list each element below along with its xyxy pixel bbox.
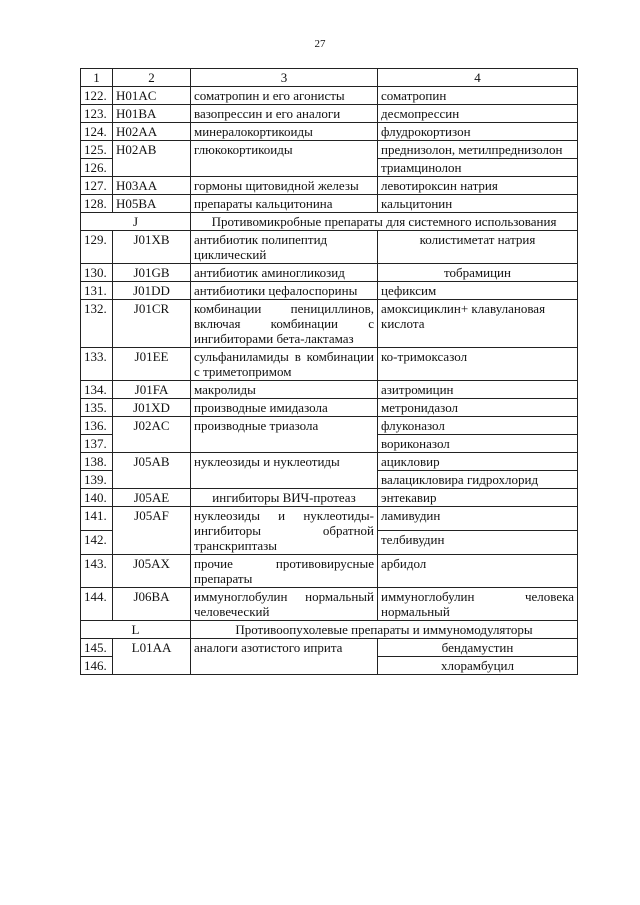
- drug-classification-table: [80, 68, 578, 675]
- atc-code: J01XD: [113, 399, 191, 417]
- header-row: [81, 69, 578, 87]
- drug-group: макролиды: [191, 381, 378, 399]
- drug-name: арбидол: [378, 555, 578, 588]
- drug-name: соматропин: [378, 87, 578, 105]
- table-row: [81, 282, 578, 300]
- row-number: 137.: [81, 435, 113, 453]
- table-row: [81, 381, 578, 399]
- row-number: 131.: [81, 282, 113, 300]
- drug-name: валацикловира гидрохлорид: [378, 471, 578, 489]
- drug-name: хлорамбуцил: [378, 657, 578, 675]
- section-title: Противомикробные препараты для системного использования: [191, 213, 578, 231]
- drug-group: антибиотик аминогликозид: [191, 264, 378, 282]
- table-row: [81, 177, 578, 195]
- table-row: [81, 123, 578, 141]
- row-number: 140.: [81, 489, 113, 507]
- drug-name: триамцинолон: [378, 159, 578, 177]
- atc-code: J05AE: [113, 489, 191, 507]
- atc-code: H03AA: [113, 177, 191, 195]
- row-number: 135.: [81, 399, 113, 417]
- atc-code: J06BA: [113, 588, 191, 621]
- header-cell: 2: [113, 69, 191, 87]
- atc-code: J01GB: [113, 264, 191, 282]
- drug-group: вазопрессин и его аналоги: [191, 105, 378, 123]
- section-row-l: [81, 621, 578, 639]
- atc-code: J01CR: [113, 300, 191, 348]
- atc-code: J01EE: [113, 348, 191, 381]
- row-number: 133.: [81, 348, 113, 381]
- drug-name: метронидазол: [378, 399, 578, 417]
- table-row: [81, 489, 578, 507]
- atc-code: H05BA: [113, 195, 191, 213]
- row-number: 130.: [81, 264, 113, 282]
- drug-name: преднизолон, метилпреднизолон: [378, 141, 578, 159]
- drug-group: иммуноглобулин нормальный человеческий: [191, 588, 378, 621]
- row-number: 127.: [81, 177, 113, 195]
- header-cell: 4: [378, 69, 578, 87]
- drug-name: флудрокортизон: [378, 123, 578, 141]
- row-number: 142.: [81, 531, 113, 555]
- drug-group: нуклеозиды и нуклеотиды-ингибиторы обратной транскриптазы: [191, 507, 378, 555]
- row-number: 129.: [81, 231, 113, 264]
- drug-name: десмопрессин: [378, 105, 578, 123]
- drug-group: производные триазола: [191, 417, 378, 453]
- drug-group: соматропин и его агонисты: [191, 87, 378, 105]
- drug-group: сульфаниламиды в комбинации с триметопримом: [191, 348, 378, 381]
- table-row: [81, 639, 578, 657]
- row-number: 141.: [81, 507, 113, 531]
- drug-name: иммуноглобулин человека нормальный: [378, 588, 578, 621]
- drug-name: энтекавир: [378, 489, 578, 507]
- drug-name: кальцитонин: [378, 195, 578, 213]
- drug-group: нуклеозиды и нуклеотиды: [191, 453, 378, 489]
- page-number: 27: [314, 38, 326, 50]
- drug-name: ацикловир: [378, 453, 578, 471]
- drug-group: ингибиторы ВИЧ-протеаз: [191, 489, 378, 507]
- drug-group: прочие противовирусные препараты: [191, 555, 378, 588]
- table-row: [81, 348, 578, 381]
- row-number: 145.: [81, 639, 113, 657]
- atc-code: J05AF: [113, 507, 191, 555]
- drug-group: комбинации пенициллинов, включая комбинации с ингибиторами бета-лактамаз: [191, 300, 378, 348]
- drug-name: цефиксим: [378, 282, 578, 300]
- atc-code: H01BA: [113, 105, 191, 123]
- row-number: 136.: [81, 417, 113, 435]
- drug-group: минералокортикоиды: [191, 123, 378, 141]
- atc-code: H01AC: [113, 87, 191, 105]
- atc-code: J01XB: [113, 231, 191, 264]
- section-row-j: [81, 213, 578, 231]
- drug-name: левотироксин натрия: [378, 177, 578, 195]
- table-row: [81, 555, 578, 588]
- drug-name: флуконазол: [378, 417, 578, 435]
- drug-group: препараты кальцитонина: [191, 195, 378, 213]
- row-number: 125.: [81, 141, 113, 159]
- table-row: [81, 264, 578, 282]
- row-number: 143.: [81, 555, 113, 588]
- drug-name: тобрамицин: [378, 264, 578, 282]
- section-code: J: [81, 213, 191, 231]
- atc-code: J05AB: [113, 453, 191, 489]
- table-row: [81, 588, 578, 621]
- table-row: [81, 399, 578, 417]
- row-number: 134.: [81, 381, 113, 399]
- table-row: [81, 87, 578, 105]
- drug-group: производные имидазола: [191, 399, 378, 417]
- atc-code: L01AA: [113, 639, 191, 675]
- section-title: Противоопухолевые препараты и иммуномодуляторы: [191, 621, 578, 639]
- table-row: [81, 507, 578, 531]
- row-number: 146.: [81, 657, 113, 675]
- table-row: [81, 141, 578, 159]
- drug-name: ко-тримоксазол: [378, 348, 578, 381]
- drug-name: вориконазол: [378, 435, 578, 453]
- section-code: L: [81, 621, 191, 639]
- atc-code: J01FA: [113, 381, 191, 399]
- row-number: 128.: [81, 195, 113, 213]
- atc-code: H02AA: [113, 123, 191, 141]
- row-number: 123.: [81, 105, 113, 123]
- table-row: [81, 453, 578, 471]
- table-row: [81, 300, 578, 348]
- atc-code: J05AX: [113, 555, 191, 588]
- atc-code: H02AB: [113, 141, 191, 177]
- row-number: 126.: [81, 159, 113, 177]
- drug-name: бендамустин: [378, 639, 578, 657]
- table-row: [81, 231, 578, 264]
- row-number: 139.: [81, 471, 113, 489]
- drug-group: гормоны щитовидной железы: [191, 177, 378, 195]
- row-number: 132.: [81, 300, 113, 348]
- drug-group: антибиотик полипептид циклический: [191, 231, 378, 264]
- atc-code: J01DD: [113, 282, 191, 300]
- drug-group: глюкокортикоиды: [191, 141, 378, 177]
- table-row: [81, 195, 578, 213]
- drug-name: амоксициклин+ клавулановая кислота: [378, 300, 578, 348]
- row-number: 138.: [81, 453, 113, 471]
- drug-name: азитромицин: [378, 381, 578, 399]
- row-number: 124.: [81, 123, 113, 141]
- atc-code: J02AC: [113, 417, 191, 453]
- row-number: 144.: [81, 588, 113, 621]
- header-cell: 1: [81, 69, 113, 87]
- drug-group: антибиотики цефалоспорины: [191, 282, 378, 300]
- drug-group: аналоги азотистого иприта: [191, 639, 378, 675]
- header-cell: 3: [191, 69, 378, 87]
- table-row: [81, 417, 578, 435]
- drug-name: колистиметат натрия: [378, 231, 578, 264]
- row-number: 122.: [81, 87, 113, 105]
- drug-name: ламивудин: [378, 507, 578, 531]
- table-row: [81, 105, 578, 123]
- drug-name: телбивудин: [378, 531, 578, 555]
